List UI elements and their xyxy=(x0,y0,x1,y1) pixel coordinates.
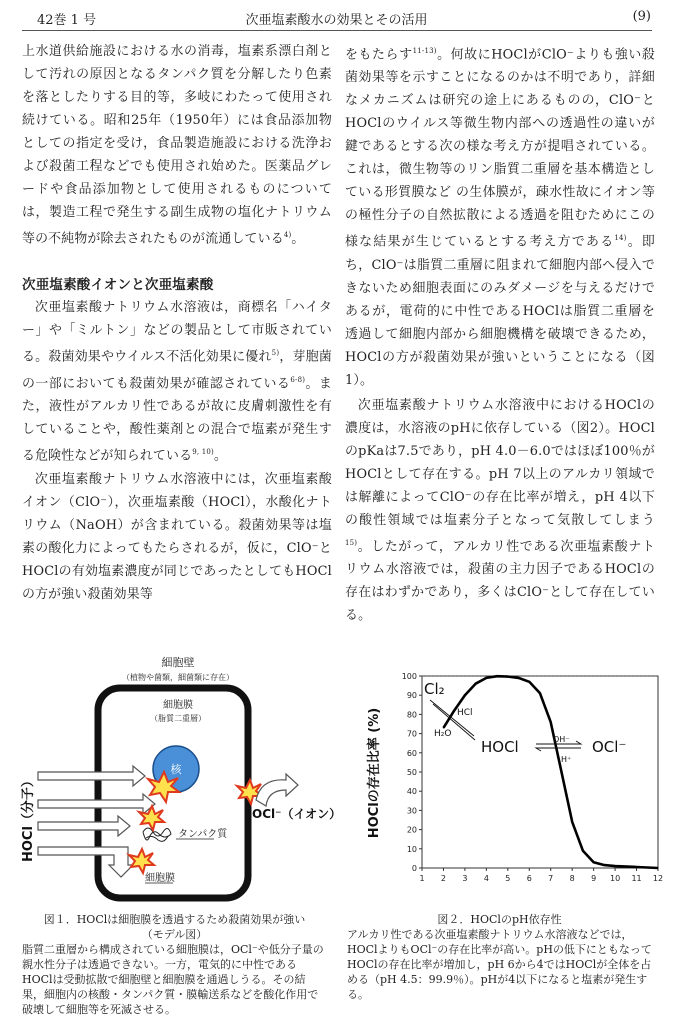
x-tick-label: 8 xyxy=(569,874,575,883)
y-tick-label: 30 xyxy=(406,806,417,816)
citation: 6-8) xyxy=(290,375,306,384)
y-tick-label: 80 xyxy=(406,710,417,720)
figure-1-caption xyxy=(22,912,327,1017)
caption-title: 図１．HOClは細胞膜を透過するため殺菌効果が強い xyxy=(43,913,306,926)
page-number: (9) xyxy=(632,9,651,24)
data-point xyxy=(561,771,562,772)
data-point xyxy=(657,867,658,868)
citation: 9, 10) xyxy=(192,447,214,456)
x-tick-label: 4 xyxy=(483,874,489,883)
eq-h2o: H₂O xyxy=(434,729,452,739)
caption-title: 図２．HOClのpH依存性 xyxy=(437,913,562,926)
x-tick-label: 11 xyxy=(631,874,642,883)
x-tick-label: 9 xyxy=(591,874,597,883)
x-tick-label: 10 xyxy=(609,874,621,883)
data-point xyxy=(539,693,540,694)
y-tick-label: 10 xyxy=(406,844,417,854)
data-point xyxy=(593,862,594,863)
page-header xyxy=(0,9,673,27)
eq-h: H⁺ xyxy=(561,755,572,764)
citation: 11-13) xyxy=(412,47,437,55)
paragraph: 上水道供給施設における水の消毒，塩素系漂白剤として汚れの原因となるタンパク質を分解したり色素を落としたりする目的等，多岐にわたって使用され続けている。昭和25年（1950年）には食品添加物としての指定を受け，食品製造施設における洗浄および殺菌工程などでも使用され始めた。医薬品グレードや食品添加物として使用されるものについては，製造工程で発生する副生成物の塩化ナトリウム等の不純物が除去されたものが流通している$^{4)}$。 xyxy=(22,44,332,247)
y-tick-label: 50 xyxy=(406,768,417,777)
data-point xyxy=(604,865,605,866)
caption-body: アルカリ性である次亜塩素酸ナトリウム水溶液などでは，HOClよりもOCl⁻の存在比率が高い。pHの低下にともなってHOClの存在比率が増加し，pH 6から4ではHOClが全体を占める（pH 4.5：99.9％）。pHが4以下になると塩素が発生する。 xyxy=(347,928,652,1001)
header-rule xyxy=(22,30,652,31)
citation: 15) xyxy=(345,538,358,547)
y-tick-label: 100 xyxy=(401,672,417,681)
data-point xyxy=(582,850,583,851)
series-line-hocl xyxy=(444,676,659,868)
y-tick-label: 0 xyxy=(411,864,417,873)
cell-wall-label: 細胞壁 xyxy=(161,656,195,669)
cell-membrane-note: （脂質二重層） xyxy=(150,714,206,723)
y-tick-label: 90 xyxy=(406,691,417,701)
paragraph: 次亜塩素酸ナトリウム水溶液は，商標名「ハイター」や「ミルトン」などの製品として市販されている。殺菌効果やウイルス不活化効果に優れ$^{5)}$，芽胞菌の一部においても殺菌効果が確認されている$^{6-8)}$。また，液性がアルカリ性であるが故に皮膚刺激性を有していることや，酸性薬剤との混合で塩素が発生する危険性などが知られている$^{9, 10)}$。 xyxy=(22,300,333,464)
paragraph: 次亜塩素酸ナトリウム水溶液中におけるHOClの濃度は，水溶液のpHに依存している（図2）。HOClのpKaは7.5であり，pH 4.0－6.0ではほぼ100％がHOClとして存在する。pH 7以上のアルカリ領域では解離によってClO⁻の存在比率が増え，pH 4以下の酸性領域では塩素分子となって気散してしまう$^{15)}$。したがって，アルカリ性である次亜塩素酸ナトリウム水溶液では，殺菌の主力因子であるHOClの存在はわずかであり，多くはClO⁻として存在している。 xyxy=(345,397,655,623)
x-tick-label: 2 xyxy=(440,874,447,883)
data-point xyxy=(464,695,465,696)
caption-subtitle: （モデル図） xyxy=(141,928,208,941)
x-tick-label: 5 xyxy=(505,874,511,883)
membrane-inner-label: 細胞膜 xyxy=(145,873,175,884)
eq-hcl: HCl xyxy=(457,708,473,718)
x-tick-label: 12 xyxy=(652,874,664,883)
cell-wall-note: （植物や菌類，細菌類に存在） xyxy=(122,673,234,682)
figure-1-cell-model xyxy=(18,652,342,907)
figure-2-caption xyxy=(347,912,652,1002)
data-point xyxy=(636,866,637,867)
left-column xyxy=(22,40,332,606)
reaction-equation xyxy=(424,680,626,764)
running-title: 次亜塩素酸水の効果とその活用 xyxy=(245,13,428,28)
data-point xyxy=(507,676,508,677)
y-tick-label: 70 xyxy=(406,729,417,739)
caption-body: 脂質二重層から構成されている細胞膜は，OCl⁻や低分子量の親水性分子は透過できない。一方，電気的に中性であるHOClは受動拡散で細胞壁と細胞膜を通過しうる。その結果，細胞内の核酸・タンパク質・膜輸送系などを酸化作用で破壊して細胞等を死滅させる。 xyxy=(22,943,324,1016)
y-tick-label: 20 xyxy=(406,825,417,835)
y-tick-label: 60 xyxy=(406,748,417,758)
section-heading: 次亜塩素酸イオンと次亜塩素酸 xyxy=(22,277,214,294)
eq-oh: OH⁻ xyxy=(553,735,570,744)
x-tick-label: 1 xyxy=(419,874,425,883)
x-tick-label: 7 xyxy=(548,874,554,883)
hocl-molecule-label: HOCl（分子） xyxy=(21,774,36,862)
citation: 5) xyxy=(271,349,280,358)
x-tick-label: 3 xyxy=(462,874,468,883)
data-point xyxy=(614,865,615,866)
y-axis-title: HOClの存在比率 (%) xyxy=(367,707,382,839)
data-point xyxy=(496,676,497,677)
right-column xyxy=(345,40,655,627)
volume-number: 42巻 1 号 xyxy=(37,13,97,28)
data-point xyxy=(518,677,519,678)
paragraph: 次亜塩素酸ナトリウム水溶液中には，次亜塩素酸イオン（ClO⁻），次亜塩素酸（HOCl），水酸化ナトリウム（NaOH）が含まれている。殺菌効果等は塩素の酸化力によってもたらされるが，仮に，ClO⁻とHOClの有効塩素濃度が同じであったとしてもHOClの方が強い殺菌効果等 xyxy=(22,472,332,603)
nucleus-label: 核 xyxy=(170,763,182,776)
eq-hocl: HOCl xyxy=(481,738,519,756)
cell-membrane-label: 細胞膜 xyxy=(163,700,193,711)
paragraph: をもたらす$^{11-13)}$。何故にHOClがClO⁻よりも強い殺菌効果等を示すことになるのかは不明であり，詳細なメカニズムは研究の途上にあるものの，ClO⁻とHOClのウイルス等微生物内部への透過性の違いが鍵であるとする次の様な考え方が提唱されている。これは，微生物等のリン脂質二重層を基本構造としている形質膜など の生体膜が，疎水性故にイオン等の極性分子の自然拡散による透過を阻むためにこの様な結果が生じているとする考え方である$^{14)}$。即ち，ClO⁻は脂質二重層に阻まれて細胞内部へ侵入できないため細胞表面にのみダメージを与えるだけであるが，電荷的に中性であるHOClは脂質二重層を透過して細胞内部から細胞機構を破壊できるため，HOClの方が殺菌効果が強いということになる（図1）。 xyxy=(345,47,656,388)
data-point xyxy=(475,683,476,684)
data-point xyxy=(550,721,551,722)
data-point xyxy=(572,821,573,822)
figure-2-chart xyxy=(360,660,662,895)
ocl-deflect-arrow xyxy=(256,774,298,806)
eq-cl2: Cl₂ xyxy=(424,680,445,698)
data-point xyxy=(454,710,455,711)
ocl-ion-label: OCl⁻（イオン） xyxy=(252,807,342,821)
x-tick-label: 6 xyxy=(526,874,532,883)
eq-ocl: OCl⁻ xyxy=(592,738,627,756)
citation: 14) xyxy=(614,234,627,243)
data-point xyxy=(529,681,530,682)
citation: 4) xyxy=(283,231,292,239)
protein-label: タンパク質 xyxy=(178,829,228,840)
y-tick-label: 40 xyxy=(406,787,417,797)
data-point xyxy=(486,677,487,678)
